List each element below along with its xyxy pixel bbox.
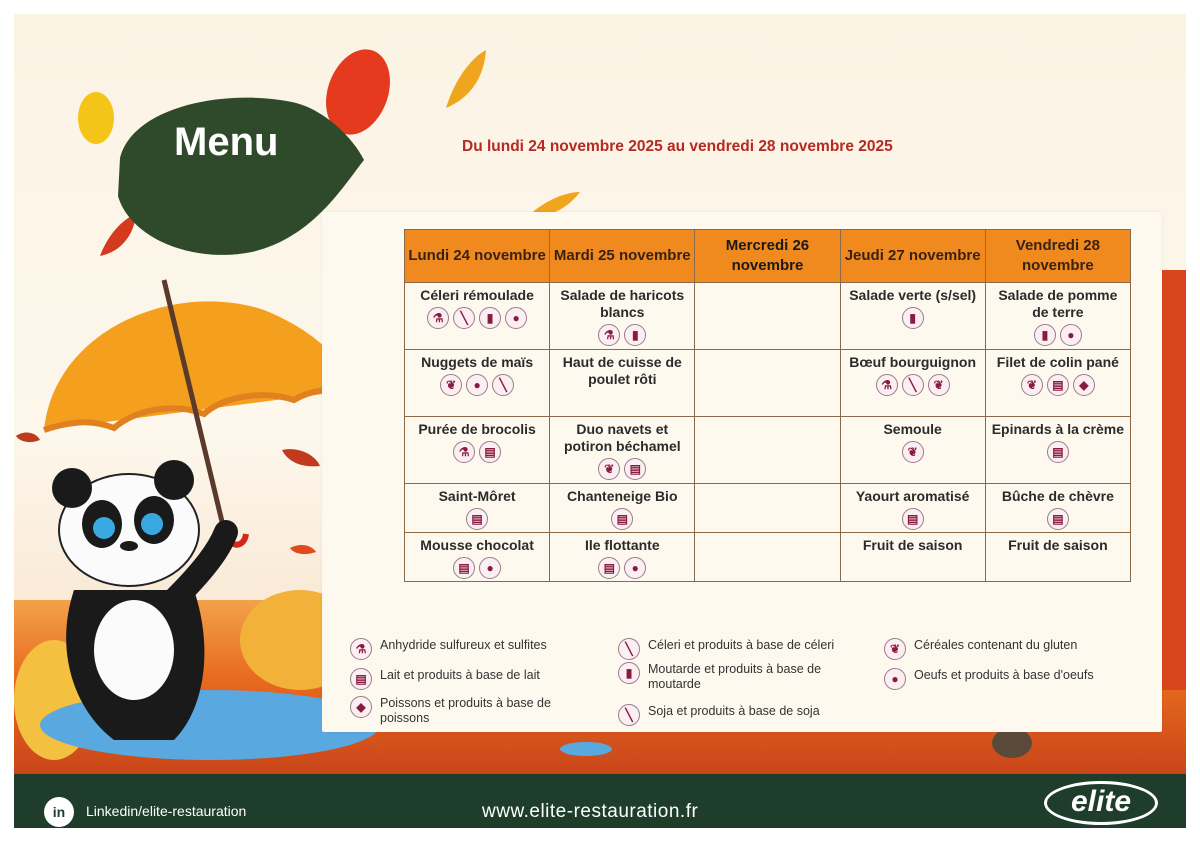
milk-icon: ▤ <box>1047 374 1069 396</box>
allergen-icons <box>553 508 691 530</box>
milk-icon: ▤ <box>624 458 646 480</box>
menu-cell-monday <box>405 417 550 484</box>
menu-cell-friday <box>985 283 1130 350</box>
milk-icon: ▤ <box>598 557 620 579</box>
dish-name: Salade de haricots blancs <box>560 287 685 320</box>
mustard-icon: ▮ <box>624 324 646 346</box>
menu-cell-tuesday <box>550 484 695 533</box>
menu-cell-friday <box>985 417 1130 484</box>
linkedin-link[interactable]: Linkedin/elite-restauration <box>86 803 247 819</box>
dish-name: Salade de pomme de terre <box>998 287 1118 320</box>
linkedin-icon[interactable]: in <box>44 797 74 827</box>
allergen-icons <box>408 307 546 329</box>
panda-with-umbrella <box>14 270 354 770</box>
celery-icon: ╲ <box>618 638 640 660</box>
menu-cell-thursday <box>840 350 985 417</box>
dish-name: Filet de colin pané <box>996 354 1119 370</box>
menu-cell-wednesday <box>695 417 840 484</box>
dish-name: Purée de brocolis <box>418 421 536 437</box>
legend-item <box>618 662 838 692</box>
menu-cell-wednesday <box>695 283 840 350</box>
allergen-icons <box>989 508 1127 530</box>
table-header-row <box>405 230 1131 283</box>
sulfites-icon: ⚗ <box>876 374 898 396</box>
allergen-icons <box>844 374 982 396</box>
allergen-icons <box>989 441 1127 463</box>
allergen-icons <box>408 441 546 463</box>
legend-label: Soja et produits à base de soja <box>648 704 820 718</box>
menu-cell-friday <box>985 350 1130 417</box>
milk-icon: ▤ <box>453 557 475 579</box>
dish-name: Bûche de chèvre <box>1001 488 1114 504</box>
dish-name: Haut de cuisse de poulet rôti <box>562 354 682 387</box>
dish-name: Fruit de saison <box>1008 537 1108 553</box>
legend-label: Lait et produits à base de lait <box>380 668 540 682</box>
menu-cell-wednesday <box>695 350 840 417</box>
allergen-icons <box>989 374 1127 396</box>
allergen-icons <box>553 458 691 480</box>
legend-label: Céréales contenant du gluten <box>914 638 1078 652</box>
dish-name: Yaourt aromatisé <box>855 488 970 504</box>
day-header-monday: Lundi 24 novembre <box>405 230 550 283</box>
celery-icon: ╲ <box>492 374 514 396</box>
milk-icon: ▤ <box>1047 441 1069 463</box>
soy-icon: ╲ <box>618 704 640 726</box>
menu-cell-tuesday <box>550 283 695 350</box>
allergen-icons <box>408 374 546 396</box>
allergen-icons <box>553 324 691 346</box>
menu-cell-thursday <box>840 283 985 350</box>
fish-icon: ◆ <box>350 696 372 718</box>
egg-icon: ● <box>466 374 488 396</box>
allergen-icons <box>408 508 546 530</box>
allergen-icons <box>553 557 691 579</box>
yellow-leaf <box>78 92 114 144</box>
fish-icon: ◆ <box>1073 374 1095 396</box>
dish-name: Céleri rémoulade <box>420 287 534 303</box>
gluten-icon: ❦ <box>928 374 950 396</box>
dish-name: Nuggets de maïs <box>421 354 534 370</box>
celery-icon: ╲ <box>453 307 475 329</box>
menu-cell-monday <box>405 484 550 533</box>
weekly-menu-table <box>404 229 1131 582</box>
allergen-icons <box>844 441 982 463</box>
mustard-icon: ▮ <box>902 307 924 329</box>
legend-label: Oeufs et produits à base d'oeufs <box>914 668 1094 682</box>
sulfites-icon: ⚗ <box>453 441 475 463</box>
legend-label: Céleri et produits à base de céleri <box>648 638 835 652</box>
menu-cell-monday <box>405 350 550 417</box>
legend-item <box>618 704 878 726</box>
legend-label: Anhydride sulfureux et sulfites <box>380 638 547 652</box>
gluten-icon: ❦ <box>902 441 924 463</box>
gluten-icon: ❦ <box>884 638 906 660</box>
milk-icon: ▤ <box>466 508 488 530</box>
orange-leaf <box>446 50 486 108</box>
dish-name: Bœuf bourguignon <box>849 354 977 370</box>
gluten-icon: ❦ <box>598 458 620 480</box>
dish-name: Salade verte (s/sel) <box>849 287 977 303</box>
table-row <box>405 283 1131 350</box>
legend-label: Moutarde et produits à base de moutarde <box>648 662 822 691</box>
mustard-icon: ▮ <box>618 662 640 684</box>
dish-name: Mousse chocolat <box>420 537 534 553</box>
milk-icon: ▤ <box>611 508 633 530</box>
menu-cell-friday <box>985 484 1130 533</box>
egg-icon: ● <box>624 557 646 579</box>
menu-cell-wednesday <box>695 533 840 582</box>
allergen-icons <box>408 557 546 579</box>
allergen-icons <box>989 324 1127 346</box>
egg-icon: ● <box>479 557 501 579</box>
date-range: Du lundi 24 novembre 2025 au vendredi 28 novembre 2025 <box>462 138 893 155</box>
dish-name: Chanteneige Bio <box>567 488 678 504</box>
egg-icon: ● <box>505 307 527 329</box>
milk-icon: ▤ <box>902 508 924 530</box>
menu-cell-thursday <box>840 533 985 582</box>
dish-name: Semoule <box>883 421 942 437</box>
sulfites-icon: ⚗ <box>350 638 372 660</box>
day-header-wednesday: Mercredi 26 novembre <box>695 230 840 283</box>
day-header-tuesday: Mardi 25 novembre <box>550 230 695 283</box>
legend-label: Poissons et produits à base de poissons <box>380 696 551 725</box>
menu-cell-thursday <box>840 417 985 484</box>
dish-name: Epinards à la crème <box>991 421 1125 437</box>
table-row <box>405 533 1131 582</box>
table-row <box>405 350 1131 417</box>
website-link[interactable]: www.elite-restauration.fr <box>482 801 699 822</box>
dish-name: Duo navets et potiron béchamel <box>563 421 681 454</box>
table-row <box>405 484 1131 533</box>
menu-cell-thursday <box>840 484 985 533</box>
allergen-icons <box>844 508 982 530</box>
menu-title: Menu <box>174 120 279 164</box>
celery-icon: ╲ <box>902 374 924 396</box>
dish-name: Ile flottante <box>584 537 660 553</box>
allergen-legend <box>350 636 1140 730</box>
sulfites-icon: ⚗ <box>427 307 449 329</box>
milk-icon: ▤ <box>479 441 501 463</box>
table-row <box>405 417 1131 484</box>
sulfites-icon: ⚗ <box>598 324 620 346</box>
menu-cell-monday <box>405 533 550 582</box>
dish-name: Saint-Môret <box>438 488 516 504</box>
milk-icon: ▤ <box>1047 508 1069 530</box>
legend-item <box>884 638 1124 660</box>
egg-icon: ● <box>884 668 906 690</box>
gluten-icon: ❦ <box>1021 374 1043 396</box>
menu-cell-tuesday <box>550 350 695 417</box>
day-header-friday: Vendredi 28 novembre <box>985 230 1130 283</box>
milk-icon: ▤ <box>350 668 372 690</box>
mustard-icon: ▮ <box>1034 324 1056 346</box>
menu-cell-wednesday <box>695 484 840 533</box>
legend-item <box>618 638 878 660</box>
allergen-icons <box>844 307 982 329</box>
legend-item <box>350 696 580 726</box>
gluten-icon: ❦ <box>440 374 462 396</box>
dish-name: Fruit de saison <box>862 537 963 553</box>
day-header-thursday: Jeudi 27 novembre <box>840 230 985 283</box>
menu-cell-tuesday <box>550 533 695 582</box>
elite-logo: elite <box>1044 781 1158 825</box>
mustard-icon: ▮ <box>479 307 501 329</box>
legend-item <box>350 668 610 690</box>
legend-item <box>350 638 610 660</box>
menu-cell-monday <box>405 283 550 350</box>
menu-cell-friday <box>985 533 1130 582</box>
menu-cell-tuesday <box>550 417 695 484</box>
legend-item <box>884 668 1124 690</box>
egg-icon: ● <box>1060 324 1082 346</box>
